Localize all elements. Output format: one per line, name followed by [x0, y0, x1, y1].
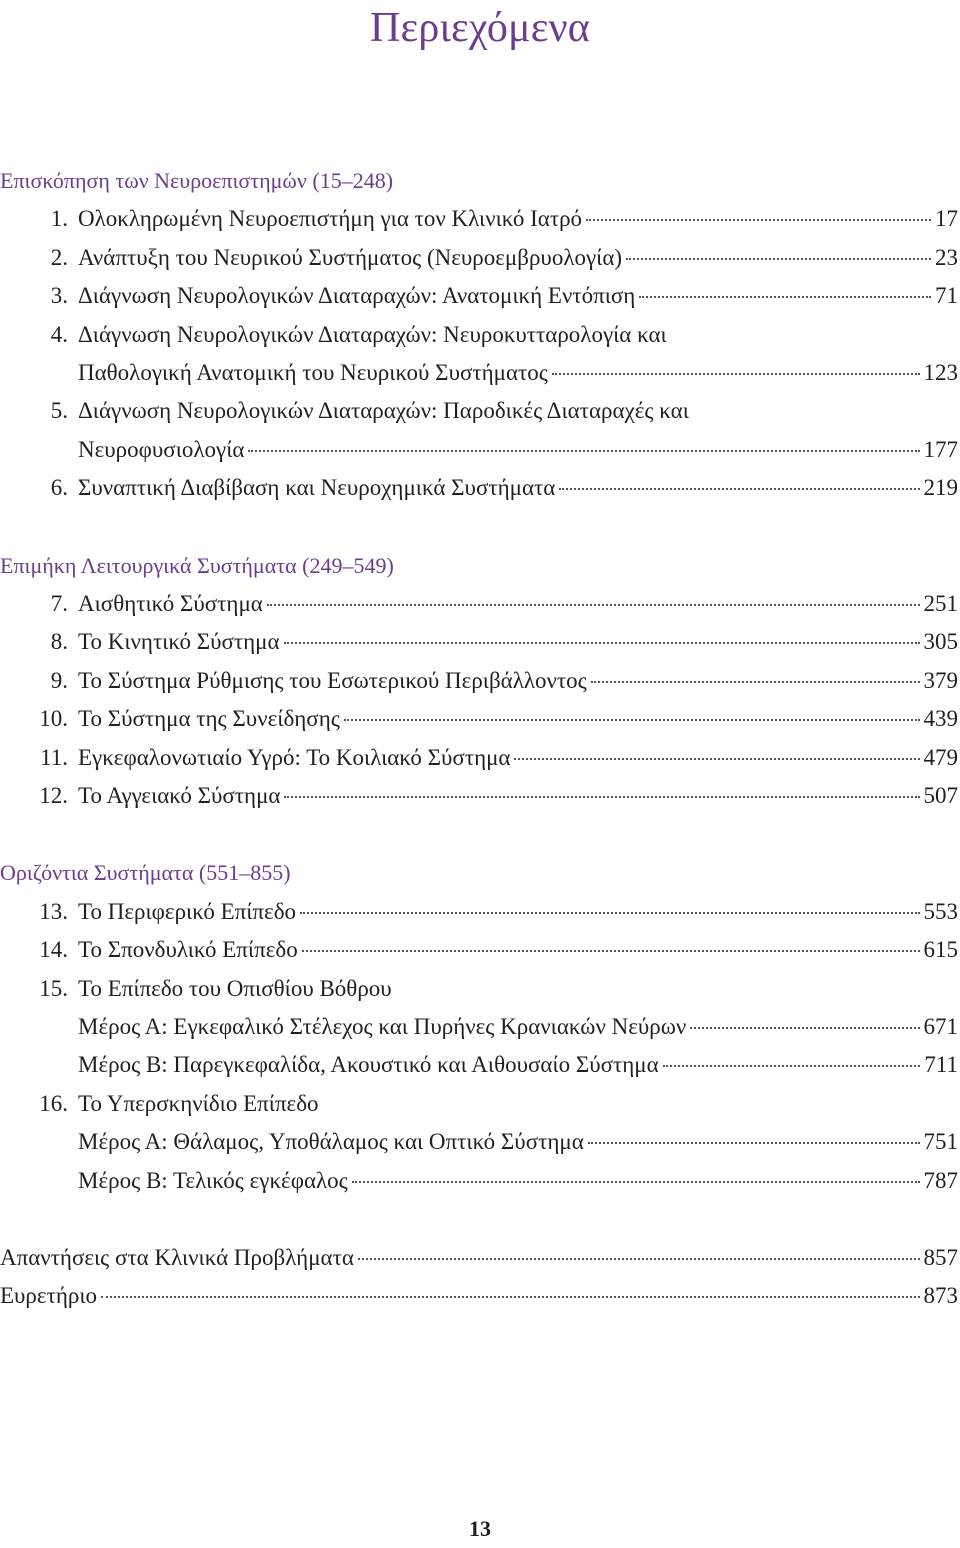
chapter-title: Διάγνωση Νευρολογικών Διαταραχών: Νευροκυτταρολογία και [78, 321, 667, 347]
page-ref: 71 [935, 283, 958, 309]
toc-entry[interactable] [0, 662, 958, 700]
chapter-title: Το Κινητικό Σύστημα [78, 629, 280, 655]
dot-leader [591, 681, 920, 683]
page-ref: 671 [923, 1014, 958, 1039]
chapter-title: Το Αγγειακό Σύστημα [78, 783, 281, 808]
dot-leader [101, 1296, 919, 1298]
toc-subentry[interactable] [0, 1008, 958, 1046]
chapter-number: 4. [50, 321, 68, 347]
chapter-number: 16. [39, 1090, 68, 1116]
dot-leader [344, 719, 920, 721]
back-matter-title: Απαντήσεις στα Κλινικά Προβλήματα [0, 1245, 354, 1270]
page-ref: 873 [923, 1283, 958, 1309]
chapter-number: 7. [50, 591, 68, 616]
toc-entry[interactable] [0, 777, 958, 815]
toc-entry[interactable] [0, 739, 958, 777]
page-ref: 251 [923, 591, 958, 616]
toc-subentry[interactable] [0, 1123, 958, 1161]
dot-leader [663, 1065, 921, 1067]
page-ref: 751 [923, 1129, 958, 1155]
toc-entry[interactable] [0, 316, 958, 354]
chapter-number: 5. [50, 398, 68, 424]
dot-leader [552, 373, 920, 375]
chapter-title: Αισθητικό Σύστημα [78, 591, 263, 616]
toc-entry[interactable] [0, 431, 958, 469]
page-ref: 379 [923, 667, 958, 693]
page-ref: 177 [923, 436, 958, 462]
toc-entry[interactable] [0, 1085, 958, 1123]
toc-entry[interactable] [0, 277, 958, 315]
chapter-number: 6. [50, 475, 68, 501]
toc-entry[interactable] [0, 585, 958, 623]
chapter-title: Το Σπονδυλικό Επίπεδο [78, 937, 298, 963]
toc-entry[interactable] [0, 392, 958, 430]
toc-entry[interactable] [0, 200, 958, 238]
page-ref: 507 [923, 783, 958, 808]
chapter-title: Ολοκληρωμένη Νευροεπιστήμη για τον Κλινικό Ιατρό [78, 206, 583, 232]
dot-leader [588, 1142, 920, 1144]
page-ref: 219 [923, 475, 958, 501]
chapter-number: 1. [50, 206, 68, 232]
toc-entry[interactable] [0, 970, 958, 1008]
chapter-number: 15. [39, 975, 68, 1001]
chapter-number: 9. [50, 667, 68, 693]
dot-leader [352, 1181, 920, 1183]
dot-leader [300, 912, 919, 914]
dot-leader [514, 758, 919, 760]
dot-leader [690, 1027, 919, 1029]
page-title: Περιεχόμενα [370, 5, 590, 51]
chapter-title: Το Σύστημα της Συνείδησης [78, 706, 340, 732]
page-ref: 711 [924, 1052, 958, 1078]
chapter-number: 14. [39, 937, 68, 963]
chapter-title: Το Υπερσκηνίδιο Επίπεδο [78, 1090, 319, 1116]
page-ref: 615 [923, 937, 958, 963]
page-ref: 857 [923, 1245, 958, 1270]
chapter-number: 3. [50, 283, 68, 309]
part-heading-text: Οριζόντια Συστήματα (551–855) [0, 860, 291, 886]
chapter-number: 13. [39, 898, 68, 924]
part-heading [0, 547, 958, 585]
part-heading-text: Επισκόπηση των Νευροεπιστημών (15–248) [0, 168, 394, 193]
dot-leader [626, 258, 931, 260]
page-ref: 787 [923, 1167, 958, 1193]
dot-leader [639, 296, 931, 298]
chapter-number: 11. [40, 744, 68, 770]
toc-subentry[interactable] [0, 1046, 958, 1084]
chapter-number: 8. [50, 629, 68, 655]
chapter-title: Διάγνωση Νευρολογικών Διαταραχών: Παροδικές Διαταραχές και [78, 398, 689, 424]
page-number: 13 [469, 1516, 491, 1541]
subentry-title: Μέρος Α: Θάλαμος, Υποθάλαμος και Οπτικό Σύστημα [78, 1129, 584, 1155]
dot-leader [267, 604, 920, 606]
chapter-title: Το Επίπεδο του Οπισθίου Βόθρου [78, 975, 392, 1001]
toc-entry[interactable] [0, 354, 958, 392]
page-ref: 479 [923, 744, 958, 770]
chapter-number: 12. [39, 783, 68, 808]
toc-entry[interactable] [0, 469, 958, 507]
dot-leader [358, 1258, 920, 1260]
subentry-title: Μέρος Β: Παρεγκεφαλίδα, Ακουστικό και Αιθουσαίο Σύστημα [78, 1052, 659, 1078]
chapter-title: Νευροφυσιολογία [78, 436, 245, 462]
page-ref: 23 [935, 244, 958, 270]
part-heading [0, 854, 958, 892]
chapter-title: Το Σύστημα Ρύθμισης του Εσωτερικού Περιβάλλοντος [78, 667, 587, 693]
toc-entry[interactable] [0, 931, 958, 969]
subentry-title: Μέρος Β: Τελικός εγκέφαλος [78, 1167, 348, 1193]
part-heading [0, 162, 958, 200]
page-ref: 439 [923, 706, 958, 732]
dot-leader [248, 450, 919, 452]
subentry-title: Μέρος Α: Εγκεφαλικό Στέλεχος και Πυρήνες Κρανιακών Νεύρων [78, 1014, 687, 1039]
page-ref: 17 [935, 206, 958, 232]
toc-subentry[interactable] [0, 1162, 958, 1200]
back-matter-entry[interactable] [0, 1277, 958, 1315]
chapter-title: Συναπτική Διαβίβαση και Νευροχημικά Συστήματα [78, 475, 556, 501]
toc-entry[interactable] [0, 893, 958, 931]
page-ref: 123 [923, 360, 958, 385]
part-heading-text: Επιμήκη Λειτουργικά Συστήματα (249–549) [0, 552, 394, 578]
page-ref: 305 [923, 629, 958, 655]
toc-entry[interactable] [0, 700, 958, 738]
chapter-number: 2. [50, 244, 68, 270]
chapter-title: Εγκεφαλονωτιαίο Υγρό: Το Κοιλιακό Σύστημα [78, 744, 511, 770]
dot-leader [559, 488, 919, 490]
chapter-title: Παθολογική Ανατομική του Νευρικού Συστήματος [78, 360, 548, 385]
chapter-title: Το Περιφερικό Επίπεδο [78, 898, 297, 924]
page-ref: 553 [923, 898, 958, 924]
dot-leader [284, 642, 920, 644]
back-matter-title: Ευρετήριο [0, 1283, 98, 1309]
chapter-title: Διάγνωση Νευρολογικών Διαταραχών: Ανατομική Εντόπιση [78, 283, 636, 309]
toc-entry[interactable] [0, 239, 958, 277]
chapter-title: Ανάπτυξη του Νευρικού Συστήματος (Νευροεμβρυολογία) [78, 244, 623, 270]
back-matter-entry[interactable] [0, 1239, 958, 1277]
dot-leader [284, 796, 919, 798]
chapter-number: 10. [39, 706, 68, 732]
toc-entry[interactable] [0, 623, 958, 661]
dot-leader [586, 219, 931, 221]
dot-leader [302, 950, 920, 952]
